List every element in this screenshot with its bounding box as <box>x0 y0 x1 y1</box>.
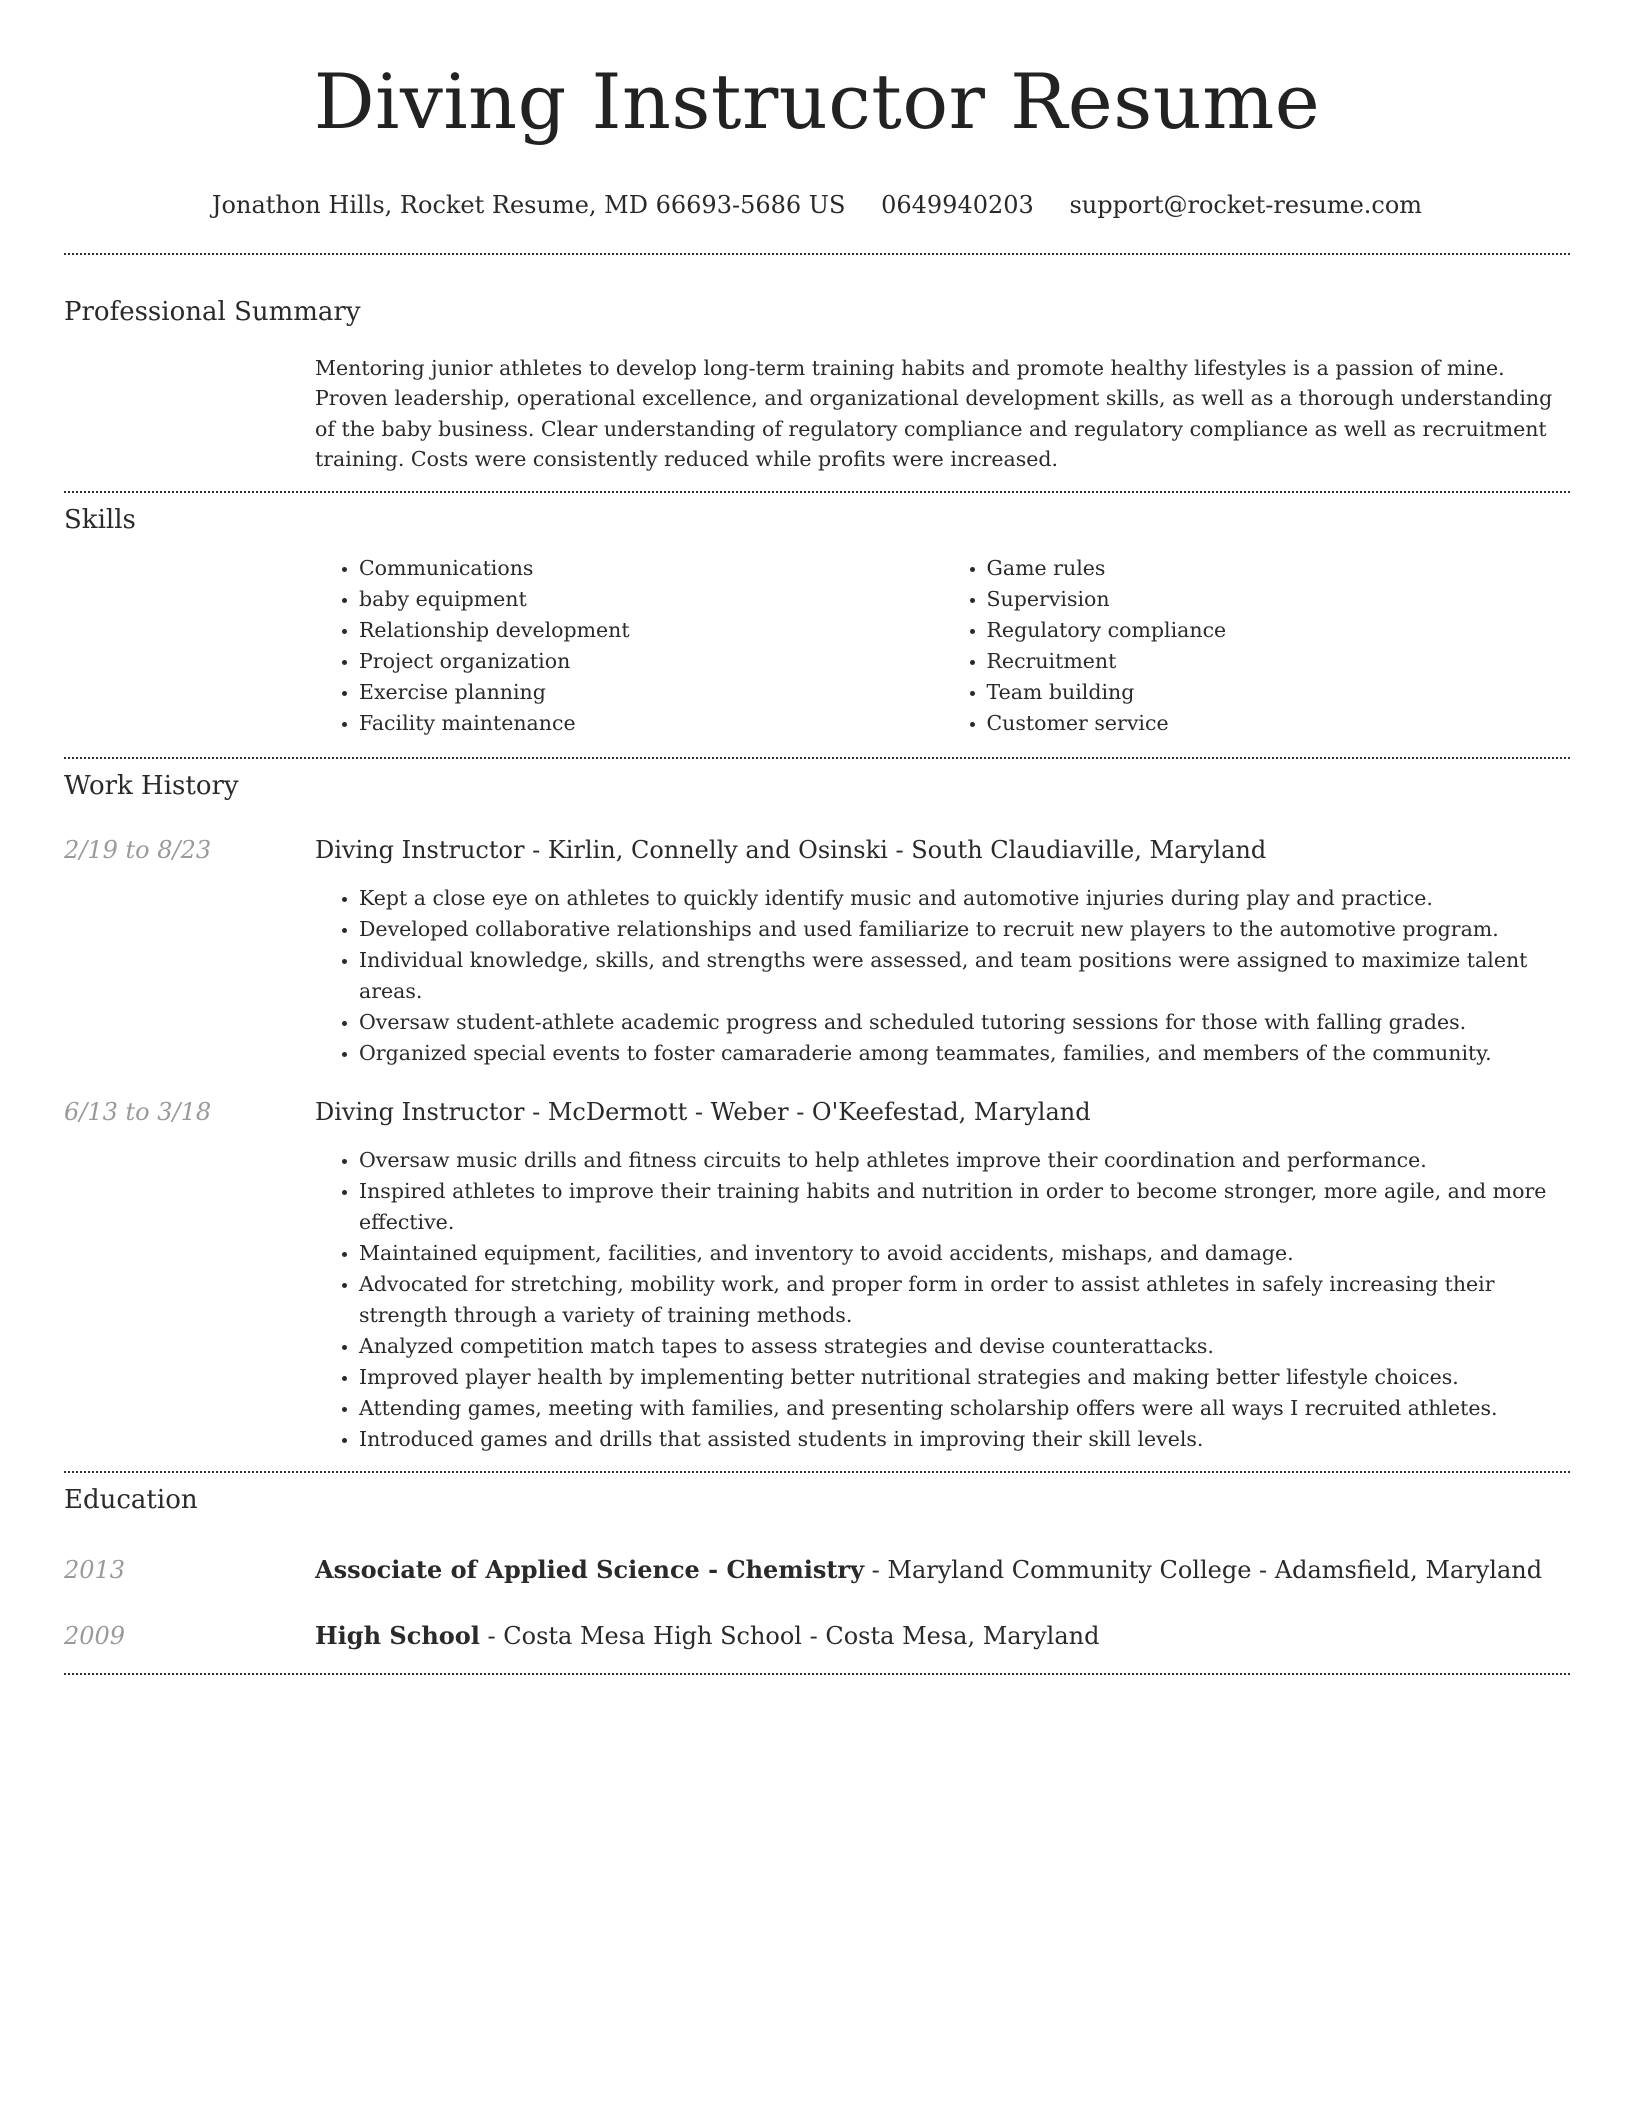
skill-item: • Project organization <box>359 646 943 677</box>
contact-address: Jonathon Hills, Rocket Resume, MD 66693-5686 US <box>211 190 846 219</box>
summary-heading: Professional Summary <box>64 296 361 327</box>
job-body <box>315 1097 1570 1455</box>
section-divider <box>64 1673 1570 1675</box>
summary-text: Mentoring junior athletes to develop long-term training habits and promote healthy lifestyles is a passion of mine. Proven leadership, operational excellence, and organizational development skills, as well as a thorough understanding of the baby business. Clear understanding of regulatory compliance and regulatory compliance as well as recruitment training. Costs were consistently reduced while profits were increased. <box>315 355 1553 472</box>
education-body <box>315 1555 1542 1585</box>
job-bullet: • Oversaw music drills and fitness circuits to help athletes improve their coordination and performance. <box>359 1145 1570 1176</box>
job-role: Diving Instructor <box>315 1097 525 1126</box>
education-entry <box>64 1555 1570 1585</box>
job-dates: 6/13 to 3/18 <box>64 1097 212 1126</box>
contact-phone: 0649940203 <box>881 190 1034 219</box>
job-heading <box>315 835 1570 865</box>
skills-list-right <box>943 553 1571 739</box>
education-entry <box>64 1621 1570 1651</box>
job-company: McDermott - Weber - O'Keefestad, Maryland <box>547 1097 1091 1126</box>
job-bullet: • Improved player health by implementing better nutritional strategies and making better lifestyle choices. <box>359 1362 1570 1393</box>
skills-heading: Skills <box>64 504 136 535</box>
job-role: Diving Instructor <box>315 835 525 864</box>
section-divider <box>64 253 1570 255</box>
job-bullet: • Kept a close eye on athletes to quickly identify music and automotive injuries during play and practice. <box>359 883 1570 914</box>
job-heading <box>315 1097 1570 1127</box>
skill-item: • Communications <box>359 553 943 584</box>
job-entry <box>64 835 1570 1069</box>
job-bullet: • Analyzed competition match tapes to assess strategies and devise counterattacks. <box>359 1331 1570 1362</box>
section-divider <box>64 491 1570 493</box>
education-heading: Education <box>64 1484 198 1515</box>
skill-item: • Exercise planning <box>359 677 943 708</box>
skill-item: • Supervision <box>987 584 1571 615</box>
education-year: 2013 <box>64 1555 126 1584</box>
job-dates: 2/19 to 8/23 <box>64 835 212 864</box>
job-separator: - <box>524 1097 548 1126</box>
job-bullet: • Organized special events to foster camaraderie among teammates, families, and members of the community. <box>359 1038 1570 1069</box>
education-details: - Maryland Community College - Adamsfield, Maryland <box>864 1555 1543 1584</box>
job-bullet: • Oversaw student-athlete academic progress and scheduled tutoring sessions for those with falling grades. <box>359 1007 1570 1038</box>
skill-item: • Game rules <box>987 553 1571 584</box>
skill-item: • Relationship development <box>359 615 943 646</box>
job-bullet: • Attending games, meeting with families, and presenting scholarship offers were all ways I recruited athletes. <box>359 1393 1570 1424</box>
contact-line <box>64 191 1570 219</box>
section-divider <box>64 757 1570 759</box>
skill-item: • Regulatory compliance <box>987 615 1571 646</box>
job-bullet: • Introduced games and drills that assisted students in improving their skill levels. <box>359 1424 1570 1455</box>
job-bullets <box>315 883 1570 1069</box>
skills-list-left <box>315 553 943 739</box>
skill-item: • Customer service <box>987 708 1571 739</box>
skill-item: • Team building <box>987 677 1571 708</box>
work-heading: Work History <box>64 770 239 801</box>
skill-item: • Facility maintenance <box>359 708 943 739</box>
education-degree: High School <box>315 1620 480 1650</box>
job-bullet: • Individual knowledge, skills, and strengths were assessed, and team positions were assigned to maximize talent areas. <box>359 945 1570 1007</box>
education-degree: Associate of Applied Science - Chemistry <box>315 1554 865 1584</box>
skills-grid <box>315 553 1570 739</box>
education-year: 2009 <box>64 1621 126 1650</box>
job-bullets <box>315 1145 1570 1455</box>
job-bullet: • Advocated for stretching, mobility work, and proper form in order to assist athletes in safely increasing their strength through a variety of training methods. <box>359 1269 1570 1331</box>
job-company: Kirlin, Connelly and Osinski - South Claudiaville, Maryland <box>547 835 1267 864</box>
education-details: - Costa Mesa High School - Costa Mesa, Maryland <box>479 1621 1100 1650</box>
job-separator: - <box>524 835 548 864</box>
skill-item: • Recruitment <box>987 646 1571 677</box>
skill-item: • baby equipment <box>359 584 943 615</box>
job-body <box>315 835 1570 1069</box>
contact-email: support@rocket-resume.com <box>1069 190 1423 219</box>
resume-page <box>64 0 1570 1675</box>
resume-title: Diving Instructor Resume <box>313 57 1321 146</box>
section-divider <box>64 1471 1570 1473</box>
education-body <box>315 1621 1099 1651</box>
job-bullet: • Inspired athletes to improve their training habits and nutrition in order to become stronger, more agile, and more effective. <box>359 1176 1570 1238</box>
job-entry <box>64 1097 1570 1455</box>
job-bullet: • Maintained equipment, facilities, and inventory to avoid accidents, mishaps, and damage. <box>359 1238 1570 1269</box>
job-bullet: • Developed collaborative relationships and used familiarize to recruit new players to the automotive program. <box>359 914 1570 945</box>
